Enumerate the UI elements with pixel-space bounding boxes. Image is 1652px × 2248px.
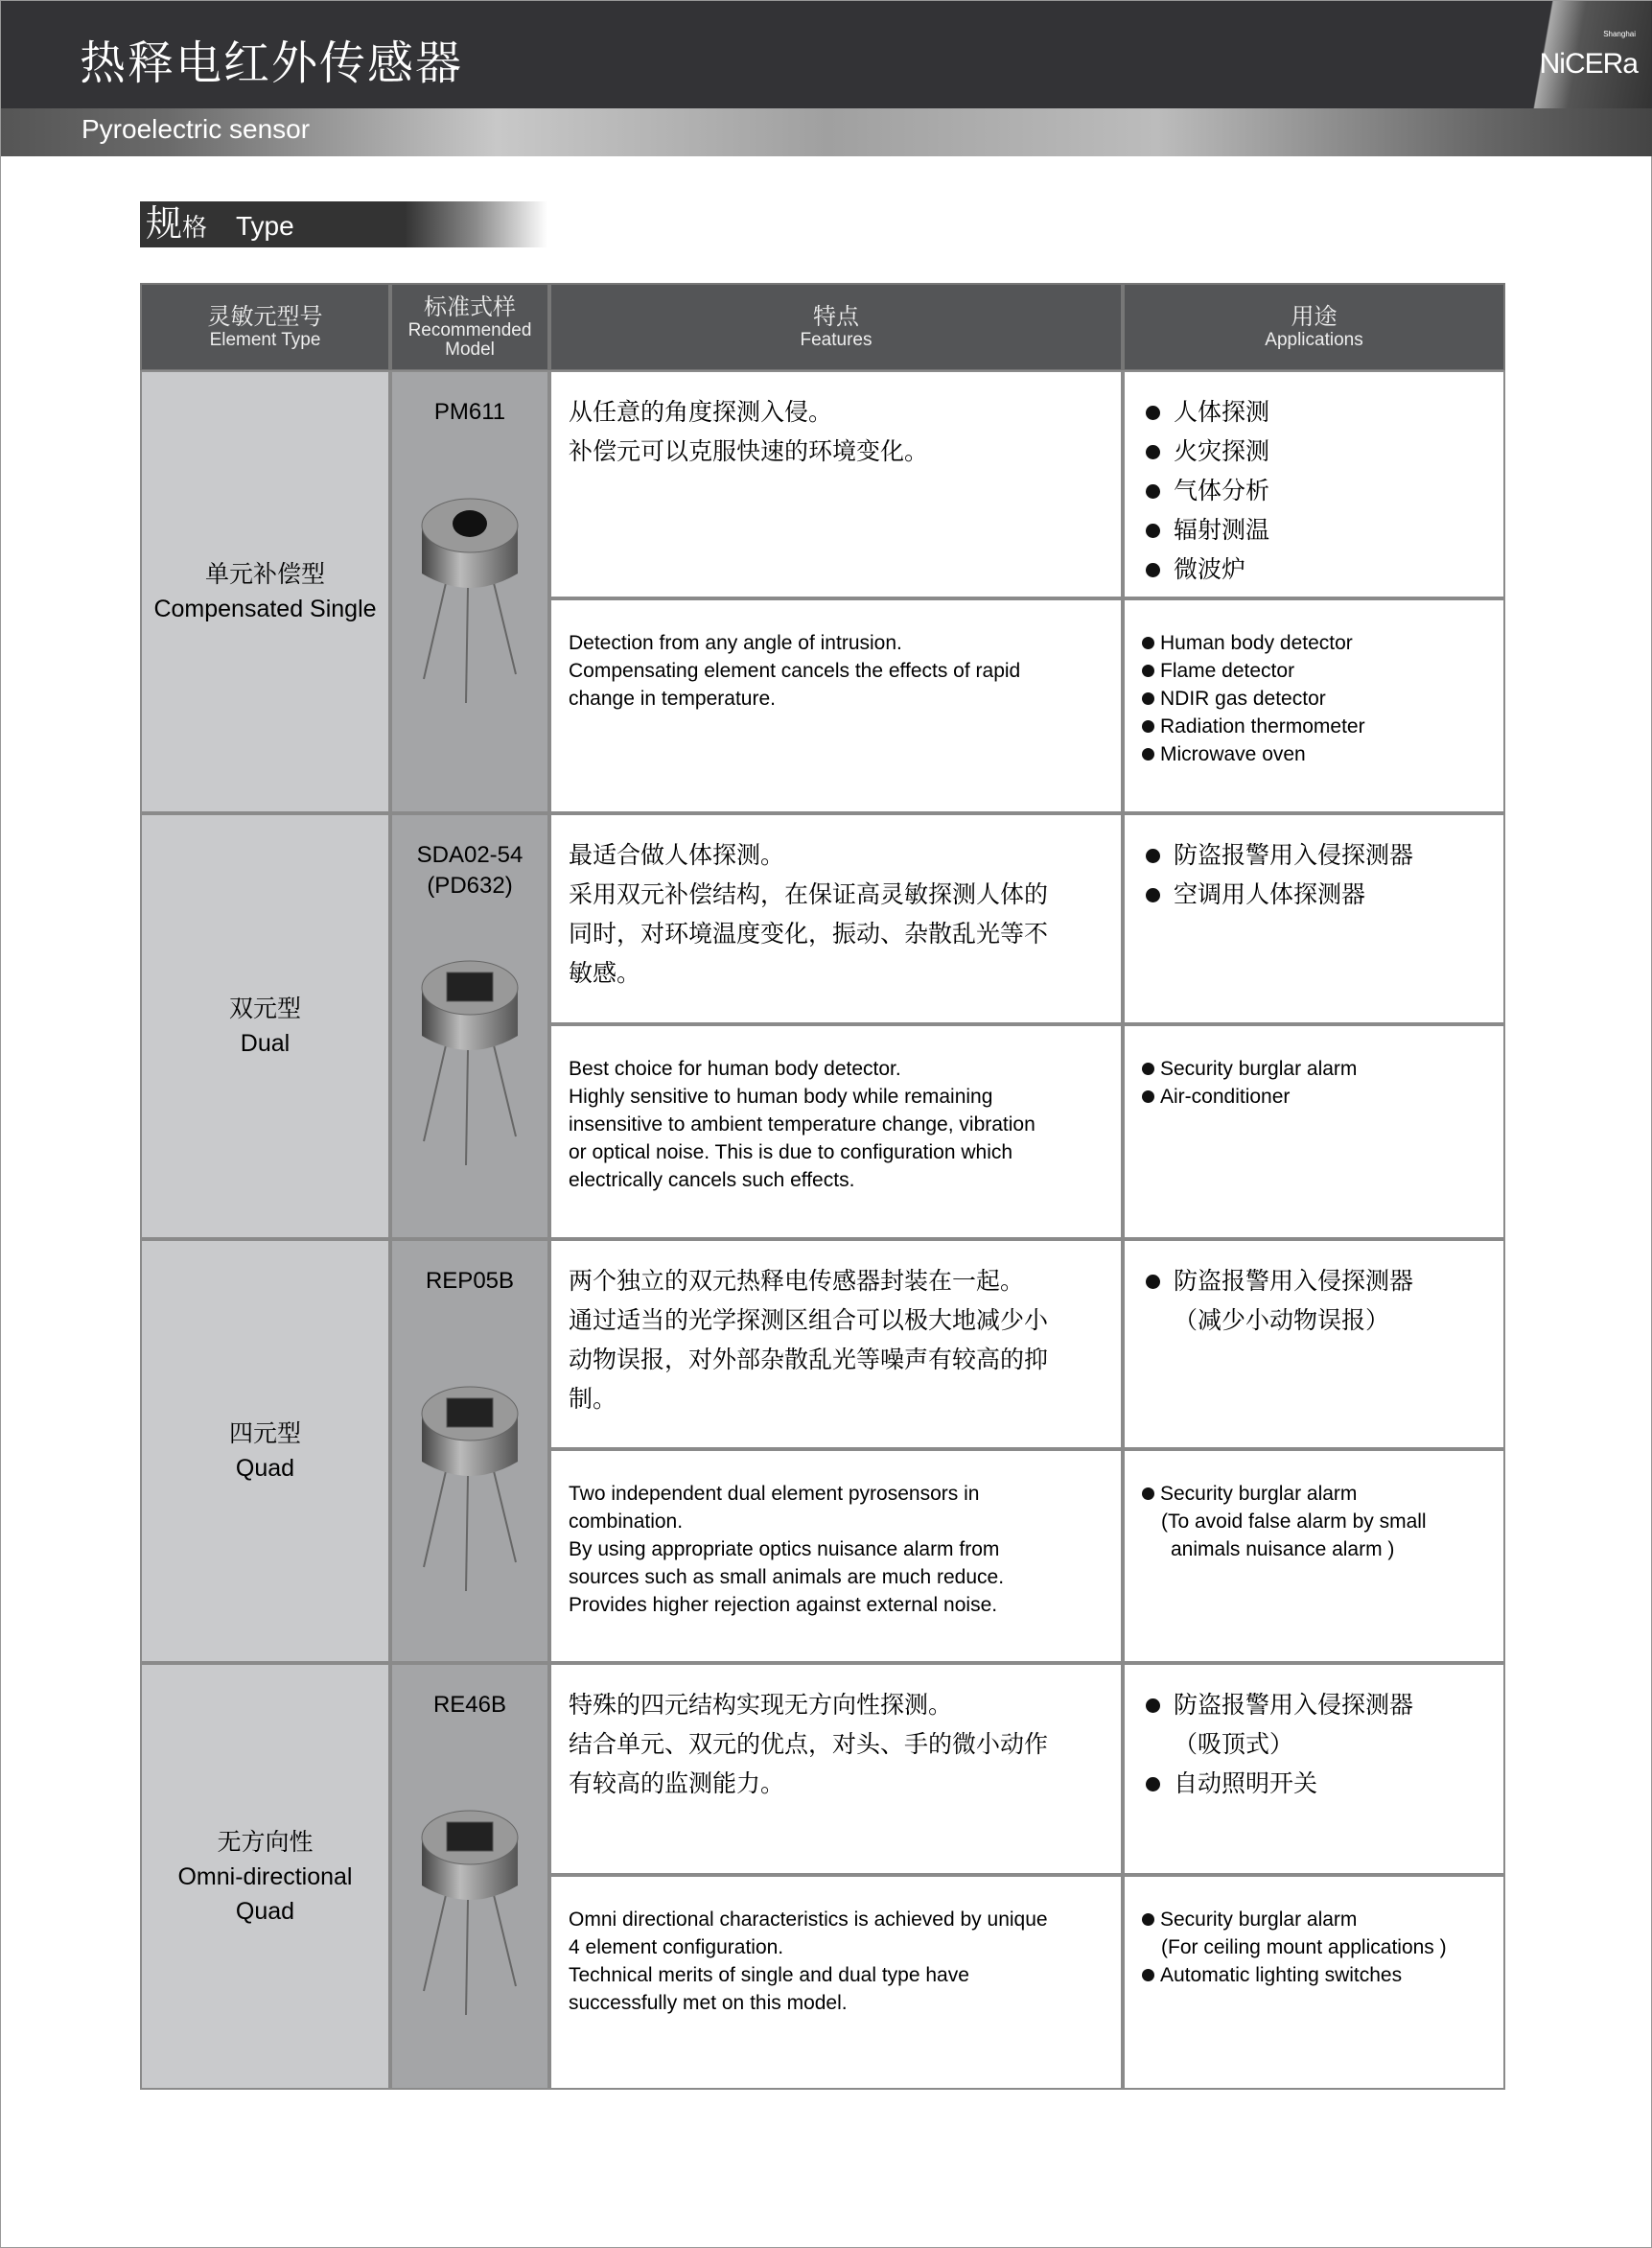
model-cell	[390, 1663, 549, 2090]
element-type-en: Dual	[240, 1030, 291, 1057]
model-name: PM611	[433, 399, 506, 425]
features-en-cell	[549, 1875, 1123, 2090]
sensor-photo	[403, 949, 537, 1170]
feature-en-line: combination.	[569, 1510, 684, 1533]
bullet-icon	[1146, 1777, 1160, 1791]
feature-zh-line: 敏感。	[569, 960, 641, 987]
bullet-icon	[1146, 445, 1160, 459]
feature-zh-line: 同时，对环境温度变化，振动、杂散乱光等不	[569, 921, 1049, 948]
feature-zh-line: 从任意的角度探测入侵。	[569, 399, 833, 426]
model-alt-name: (PD632)	[427, 873, 513, 899]
logo: NiCERa	[1539, 48, 1638, 80]
application-en-item	[1142, 1083, 1490, 1111]
application-en-item	[1142, 685, 1490, 713]
feature-zh-line: 有较高的监测能力。	[569, 1770, 785, 1797]
features-en-cell	[549, 598, 1123, 813]
application-zh-item	[1142, 1725, 1490, 1765]
feature-en-line: Omni directional characteristics is achieved by unique	[569, 1908, 1048, 1931]
application-en-text: Microwave oven	[1160, 743, 1306, 765]
application-zh-text: 辐射测温	[1174, 517, 1270, 544]
feature-zh-line: 最适合做人体探测。	[569, 842, 785, 869]
applications-zh-cell	[1123, 1663, 1505, 1875]
features-zh-cell	[549, 1663, 1123, 1875]
feature-zh-line: 通过适当的光学探测区组合可以极大地减少小	[569, 1307, 1049, 1334]
application-zh-text: 人体探测	[1174, 399, 1270, 426]
applications-en-cell	[1123, 1449, 1505, 1663]
element-type-zh: 单元补偿型	[204, 561, 325, 588]
page-subtitle: Pyroelectric sensor	[81, 114, 311, 144]
bullet-icon	[1142, 1090, 1154, 1103]
application-en-item	[1142, 713, 1490, 740]
application-en-item	[1142, 1508, 1490, 1535]
model-cell	[390, 813, 549, 1239]
bullet-icon	[1146, 484, 1160, 499]
feature-en-line: successfully met on this model.	[569, 1992, 848, 2014]
bullet-icon	[1146, 524, 1160, 538]
header-cell	[549, 283, 1123, 371]
bullet-icon	[1146, 849, 1160, 863]
features-zh-cell	[549, 1239, 1123, 1449]
bullet-icon	[1142, 1063, 1154, 1075]
header-zh: 用途	[1291, 304, 1338, 330]
application-zh-item	[1142, 550, 1490, 590]
feature-en-line: Provides higher rejection against external noise.	[569, 1594, 998, 1616]
model-name: SDA02-54	[416, 842, 524, 868]
application-zh-text: 防盗报警用入侵探测器	[1174, 1268, 1414, 1295]
application-zh-text: （减少小动物误报）	[1174, 1307, 1390, 1334]
features-en-cell	[549, 1024, 1123, 1239]
header-zh: 标准式样	[424, 294, 516, 320]
applications-zh-cell	[1123, 370, 1505, 598]
header-zh: 灵敏元型号	[207, 304, 323, 330]
application-zh-item	[1142, 511, 1490, 550]
header-en: Applications	[1265, 330, 1363, 350]
model-name: REP05B	[425, 1268, 515, 1294]
section-heading	[140, 201, 547, 247]
bullet-icon	[1142, 1969, 1154, 1981]
element-type-zh: 无方向性	[217, 1828, 314, 1856]
feature-zh-line: 补偿元可以克服快速的环境变化。	[569, 438, 929, 465]
bullet-icon	[1146, 406, 1160, 420]
feature-en-line: 4 element configuration.	[569, 1936, 784, 1958]
element-type-cell	[140, 813, 390, 1239]
header-en: Features	[800, 330, 873, 350]
feature-en-line: Detection from any angle of intrusion.	[569, 632, 902, 654]
application-en-item	[1142, 1535, 1490, 1563]
page-title: 热释电红外传感器	[80, 38, 464, 89]
application-en-text: Security burglar alarm	[1160, 1908, 1358, 1931]
applications-zh-cell	[1123, 1239, 1505, 1449]
feature-zh-line: 动物误报，对外部杂散乱光等噪声有较高的抑	[569, 1346, 1049, 1373]
application-zh-item	[1142, 1686, 1490, 1725]
sensor-photo	[403, 1375, 537, 1596]
element-type-en: Compensated Single	[153, 596, 377, 622]
application-zh-item	[1142, 876, 1490, 915]
features-zh-cell	[549, 813, 1123, 1024]
application-en-item	[1142, 1961, 1490, 1989]
header-en: Element Type	[209, 330, 321, 350]
feature-en-line: or optical noise. This is due to configuration which	[569, 1141, 1013, 1163]
header-cell	[1123, 283, 1505, 371]
applications-en-cell	[1123, 1024, 1505, 1239]
feature-en-line: insensitive to ambient temperature change, vibration	[569, 1113, 1035, 1136]
application-zh-item	[1142, 393, 1490, 433]
feature-zh-line: 两个独立的双元热释电传感器封装在一起。	[569, 1268, 1025, 1295]
application-zh-text: 自动照明开关	[1174, 1770, 1318, 1797]
element-type-en: Omni-directional	[177, 1862, 353, 1890]
application-zh-item	[1142, 1765, 1490, 1804]
logo-small-text: Shanghai	[1603, 30, 1636, 38]
bullet-icon	[1142, 665, 1154, 677]
application-en-item	[1142, 1906, 1490, 1933]
feature-zh-line: 制。	[569, 1386, 617, 1413]
element-type-zh: 双元型	[228, 995, 301, 1022]
sensor-photo	[403, 487, 537, 708]
application-en-text: (For ceiling mount applications )	[1161, 1936, 1447, 1958]
application-en-item	[1142, 740, 1490, 768]
element-type-cell	[140, 1239, 390, 1663]
bullet-icon	[1142, 720, 1154, 733]
features-zh-cell	[549, 370, 1123, 598]
application-zh-item	[1142, 433, 1490, 472]
application-en-text: (To avoid false alarm by small	[1161, 1510, 1427, 1533]
feature-en-line: sources such as small animals are much reduce.	[569, 1566, 1005, 1588]
feature-en-line: Best choice for human body detector.	[569, 1058, 901, 1080]
bullet-icon	[1142, 637, 1154, 649]
header-cell	[140, 283, 390, 371]
feature-en-line: change in temperature.	[569, 688, 776, 710]
application-zh-item	[1142, 1301, 1490, 1341]
application-en-item	[1142, 1933, 1490, 1961]
feature-en-line: electrically cancels such effects.	[569, 1169, 855, 1191]
feature-en-line: Two independent dual element pyrosensors in	[569, 1483, 980, 1505]
section-heading-en: Type	[236, 211, 294, 241]
element-type-en-2: Quad	[235, 1897, 295, 1925]
logo-area	[1531, 1, 1651, 108]
application-zh-text: 火灾探测	[1174, 438, 1270, 465]
application-en-text: NDIR gas detector	[1160, 688, 1326, 710]
feature-en-line: By using appropriate optics nuisance alarm from	[569, 1538, 1000, 1560]
application-en-text: Automatic lighting switches	[1160, 1964, 1403, 1986]
application-en-item	[1142, 1480, 1490, 1508]
element-type-zh: 四元型	[228, 1420, 301, 1447]
model-name: RE46B	[432, 1692, 507, 1718]
application-en-item	[1142, 657, 1490, 685]
bullet-icon	[1142, 1913, 1154, 1926]
element-type-en: Quad	[235, 1455, 295, 1482]
bullet-icon	[1146, 1698, 1160, 1713]
bullet-icon	[1146, 1275, 1160, 1289]
application-en-text: animals nuisance alarm )	[1171, 1538, 1395, 1560]
application-en-item	[1142, 1055, 1490, 1083]
header-cell	[390, 283, 549, 371]
application-zh-text: 防盗报警用入侵探测器	[1174, 1692, 1414, 1719]
element-type-cell	[140, 370, 390, 813]
application-en-text: Security burglar alarm	[1160, 1058, 1358, 1080]
application-zh-text: 空调用人体探测器	[1174, 881, 1366, 908]
bullet-icon	[1146, 888, 1160, 902]
feature-zh-line: 结合单元、双元的优点，对头、手的微小动作	[569, 1731, 1049, 1758]
applications-en-cell	[1123, 598, 1505, 813]
bullet-icon	[1142, 748, 1154, 761]
bullet-icon	[1142, 1487, 1154, 1500]
model-cell	[390, 370, 549, 813]
bullet-icon	[1146, 563, 1160, 577]
feature-zh-line: 特殊的四元结构实现无方向性探测。	[569, 1692, 953, 1719]
features-en-cell	[549, 1449, 1123, 1663]
feature-en-line: Highly sensitive to human body while remaining	[569, 1086, 993, 1108]
application-zh-item	[1142, 472, 1490, 511]
application-zh-text: （吸顶式）	[1174, 1731, 1294, 1758]
application-en-text: Security burglar alarm	[1160, 1483, 1358, 1505]
application-zh-text: 气体分析	[1174, 478, 1270, 504]
feature-en-line: Compensating element cancels the effects of rapid	[569, 660, 1021, 682]
applications-zh-cell	[1123, 813, 1505, 1024]
application-en-text: Human body detector	[1160, 632, 1353, 654]
application-en-text: Flame detector	[1160, 660, 1295, 682]
section-heading-zh	[146, 203, 207, 248]
feature-en-line: Technical merits of single and dual type have	[569, 1964, 969, 1986]
bullet-icon	[1142, 692, 1154, 705]
application-zh-text: 微波炉	[1174, 556, 1246, 583]
element-type-cell	[140, 1663, 390, 2090]
application-zh-item	[1142, 1262, 1490, 1301]
application-en-text: Air-conditioner	[1160, 1086, 1291, 1108]
application-en-item	[1142, 629, 1490, 657]
application-en-text: Radiation thermometer	[1160, 715, 1365, 738]
section-heading-zh-2: 格	[182, 213, 208, 242]
application-zh-text: 防盗报警用入侵探测器	[1174, 842, 1414, 869]
sensor-photo	[403, 1799, 537, 2020]
model-cell	[390, 1239, 549, 1663]
section-heading-zh-1: 规	[146, 204, 183, 245]
application-zh-item	[1142, 836, 1490, 876]
feature-zh-line: 采用双元补偿结构，在保证高灵敏探测人体的	[569, 881, 1049, 908]
header-zh: 特点	[813, 304, 859, 330]
header-en: Recommended Model	[407, 320, 532, 360]
applications-en-cell	[1123, 1875, 1505, 2090]
